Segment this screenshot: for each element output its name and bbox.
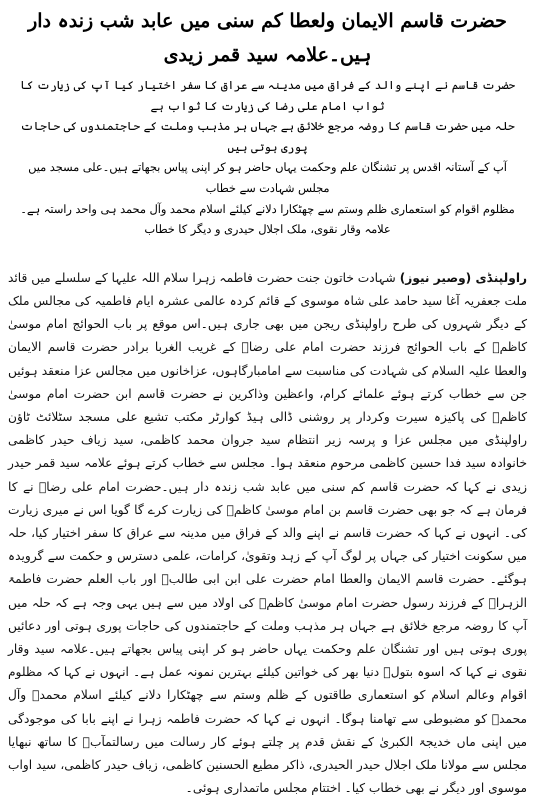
headline: حضرت قاسم الایمان ولعطا کم سنی میں عابد شب زندہ دار ہیں۔علامہ سید قمر زیدی (28, 10, 507, 66)
body-text: شہادت خاتون جنت حضرت فاطمہ زہرا سلام اللہ علیہا کے سلسلے میں قائد ملت جعفریہ آغا سید حامد علی شاہ موسوی کے قائم کردہ عالمی عشرہ ایام فاطمیہ کی مجالس ملک کے دیگر شہروں کی طرح راولپنڈی ریجن میں بھی جاری ہیں۔اس موقع پر باب الحوائج امام موسیٰ کاظمؑ کے باب الحوائج فرزند حضرت امام علی رضاؑ کے غریب الغربا برادر حضرت قاسم الایمان والعطا علیہ السلام کی شہادت کی مناسبت سے امامبارگاہوں، عزاخانوں میں مجالس عزا منعقد ہوئیں جن سے خطاب کرتے ہوئے علمائے کرام، واعظین وذاکرین نے حضرت قاسم ابن حضرت امام موسیٰ کاظمؑ کی پاکیزہ سیرت وکردار پر روشنی ڈالی ہیڈ کوارٹر مکتب تشیع علی مسجد سٹلائٹ ٹاؤن راولپنڈی میں مجلس عزا و پرسہ زیر انتظام سید جروان محمد کاظمی، سید زیاف حیدر کاظمی خانوادہ سید فدا حسین کاظمی مرحوم منعقد ہوا۔ مجلس سے خطاب کرتے ہوئے علامہ سید قمر حیدر زیدی نے کہا کہ حضرت قاسم کم سنی میں عابد شب زندہ دار ہیں۔حضرت امام علی رضاؑ نے کا فرمان ہے کہ جو بھی حضرت قاسم بن امام موسیٰ کاظمؑ کی زیارت کرے گا گویا اس نے میری زیارت کی۔ انہوں نے کہا کہ حضرت قاسم نے اپنے والد کے فراق میں مدینہ سے عراق کا سفر اختیار کیا، حلہ میں سکونت اختیار کی جہاں پر لوگ آپ کے زہد وتقویٰ، کرامات، علمی دسترس و حکمت سے گرویدہ ہوگئے۔ حضرت قاسم الایمان والعطا امام حضرت علی ابن ابی طالبؑ اور باب العلم حضرت فاطمۃ الزہراؑ کے فرزند رسول حضرت امام موسیٰ کاظمؑ کی اولاد میں سے ہیں یہی وجہ ہے کہ حلہ میں آپ کا روضہ مرجع خلائق ہے جہاں ہر مذہب وملت کے حاجتمندوں کی حاجات پوری ہوتی اور دعائیں پوری ہوتی ہیں اور تشنگان علم وحکمت یہاں حاضر ہو کر اپنی پیاس بجھاتے ہیں۔علامہ سید وقار نقوی نے کہا کہ اسوہ بتولؑ دنیا بھر کی خواتین کیلئے بہترین نمونہ عمل ہے۔ انہوں نے کہا کہ مظلوم اقوام وعالم اسلام کو استعماری طاقتوں کے ظلم وستم سے چھٹکارا دلانے کیلئے اسلام محمدؐ وآل محمدؐ کو مضبوطی سے تھامنا ہوگا۔ انہوں نے کہا کہ حضرت فاطمہ زہرا نے اپنے بابا کی موجودگی میں اپنی ماں خدیجۃ الکبریٰ کے نقش قدم پر چلتے ہوئے کار رسالت میں رسالتمآبؐ کا ساتھ نبھایا مجلس سے مولانا ملک اجلال حیدر الحیدری، ذاکر مطیع الحسنین کاظمی، زیاف حیدر کاظمی، سید اواب موسوی اور دیگر نے بھی خطاب کیا۔ اختتام مجلس ماتمداری ہوئی۔ (8, 270, 527, 796)
dateline: راولپنڈی (وصیر نیوز) (399, 270, 528, 285)
body-paragraph (8, 267, 527, 800)
summary-line: آپ کے آستانہ اقدس پر تشنگان علم وحکمت یہاں حاضر ہو کر اپنی پیاس بجھاتے ہیں۔علی مسجد میں مجلس شہادت سے خطاب (28, 161, 507, 195)
article-body (8, 267, 527, 800)
article (0, 4, 535, 796)
summary-line: حضرت قاسم نے اپنے والد کے فراق میں مدینہ سے عراق کا سفر اختیار کیا آپ کی زیارت کا ثواب امام علی رضا کی زیارت کا ثواب ہے (20, 79, 515, 113)
summary-block (14, 76, 521, 241)
summary-line: حلہ میں حضرت قاسم کا روضہ مرجع خلائق ہے جہاں ہر مذہب وملت کے حاجتمندوں کی حاجات پوری ہوتی ہیں (20, 120, 515, 154)
summary-line: مظلوم اقوام کو استعماری ظلم وستم سے چھٹکارا دلانے کیلئے اسلام محمد وآل محمد ہی واحد راستہ ہے۔ علامہ وقار نقوی، ملک اجلال حیدری و دیگر کا خطاب (20, 202, 515, 237)
